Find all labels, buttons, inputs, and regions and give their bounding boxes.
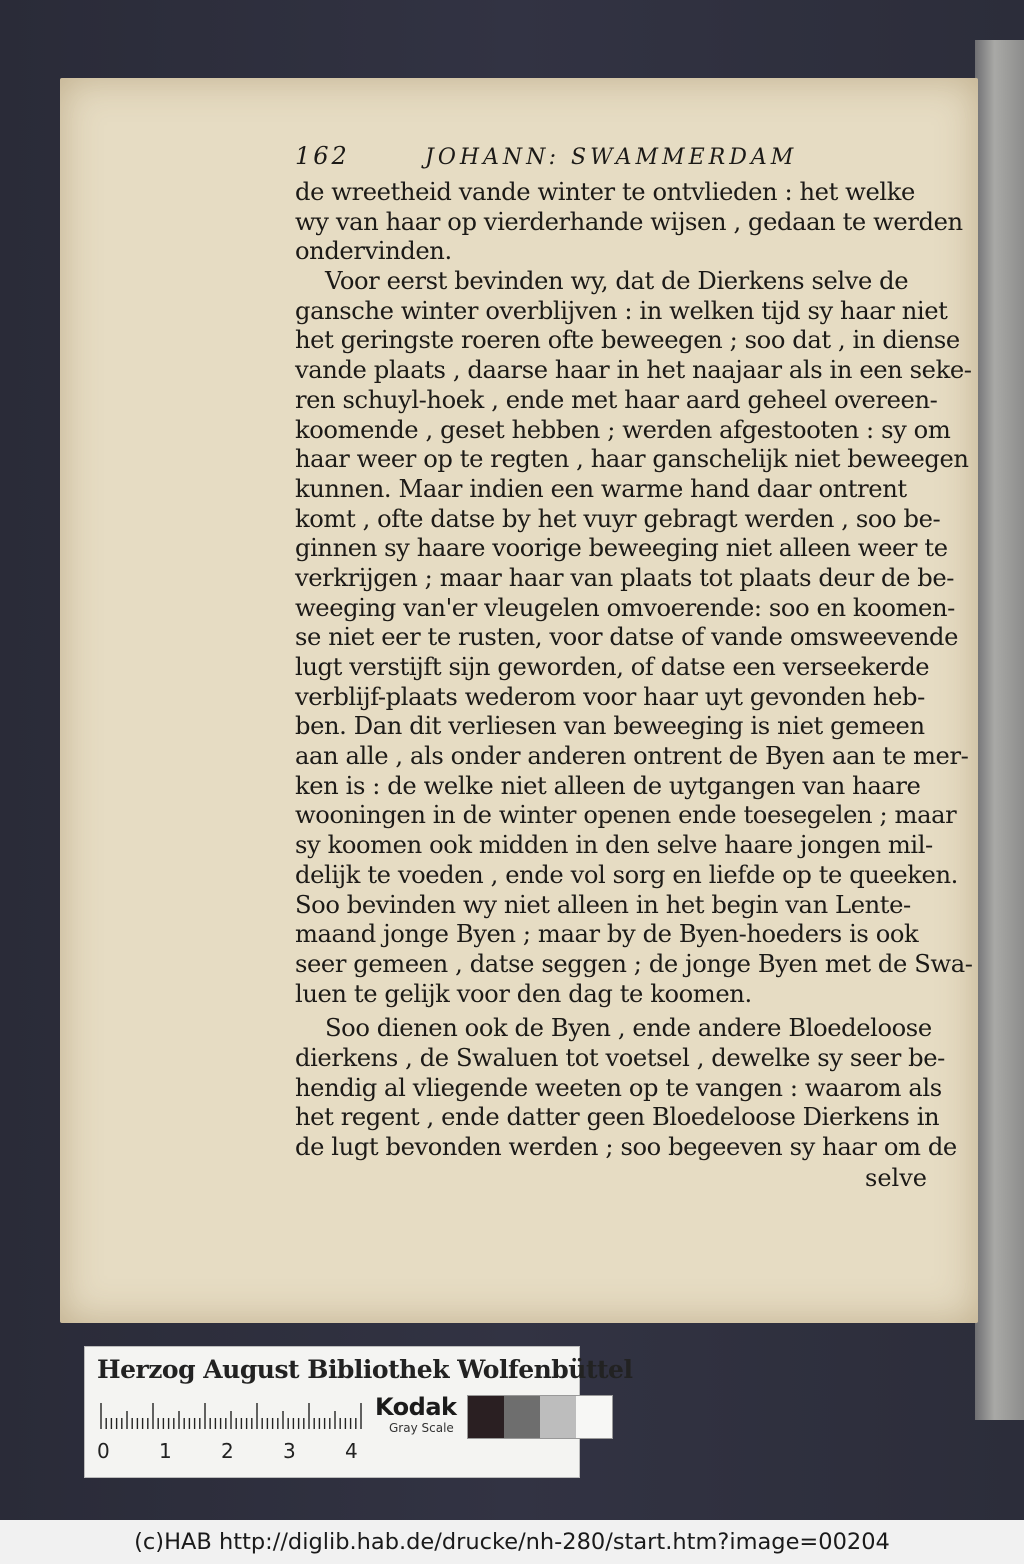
text-line: ondervinden. — [295, 237, 452, 266]
text-line: Soo bevinden wy niet alleen in het begin van Lente- — [295, 890, 911, 919]
text-line: Soo dienen ook de Byen , ende andere Bloedeloose — [325, 1014, 932, 1043]
library-name: Herzog August Bibliothek Wolfenbüttel — [97, 1355, 633, 1384]
text-line: de wreetheid vande winter te ontvlieden : het welke — [295, 178, 915, 206]
text-line: aan alle , als onder anderen ontrent de Byen aan te mer- — [295, 742, 969, 771]
gray-scale-patches — [467, 1395, 613, 1439]
text-line: hendig al vliegende weeten op te vangen : waarom als — [295, 1073, 942, 1102]
ruler-labels — [93, 1439, 363, 1469]
text-line: delijk te voeden , ende vol sorg en liefde op te queeken. — [295, 860, 958, 889]
kodak-logo: Kodak — [375, 1393, 457, 1421]
ruler-label-4: 4 — [345, 1439, 358, 1463]
text-line: komt , ofte datse by het vuyr gebragt werden , soo be- — [295, 504, 941, 533]
text-line: vande plaats , daarse haar in het naajaar als in een seke- — [295, 356, 972, 385]
text-line: luen te gelijk voor den dag te koomen. — [295, 979, 752, 1008]
source-url-text: (c)HAB http://diglib.hab.de/drucke/nh-280/start.htm?image=00204 — [134, 1529, 890, 1555]
catchword: selve — [865, 1163, 927, 1192]
gray-patch — [576, 1396, 612, 1438]
text-line: se niet eer te rusten, voor datse of vande omsweevende — [295, 623, 959, 652]
running-head — [295, 142, 935, 178]
color-reference-card — [84, 1346, 633, 1478]
footer-bar — [0, 1520, 1024, 1564]
text-line: Voor eerst bevinden wy, dat de Dierkens selve de — [325, 267, 909, 296]
text-line: ben. Dan dit verliesen van beweeging is niet gemeen — [295, 712, 925, 741]
running-head-title: JOHANN: SWAMMERDAM — [425, 145, 798, 170]
text-line: haar weer op te regten , haar ganschelijk niet beweegen — [295, 445, 969, 474]
text-line: koomende , geset hebben ; werden afgestooten : sy om — [295, 415, 951, 444]
gray-patch — [504, 1396, 540, 1438]
text-line: seer gemeen , datse seggen ; de jonge Byen met de Swa- — [295, 949, 973, 978]
gray-scale-label: Gray Scale — [389, 1421, 454, 1435]
ruler-scale — [99, 1401, 365, 1429]
text-line: verblijf-plaats wederom voor haar uyt gevonden heb- — [295, 682, 925, 711]
page-number: 162 — [295, 142, 350, 170]
text-line: wy van haar op vierderhande wijsen , gedaan te werden — [295, 207, 963, 236]
adjacent-page-edge — [975, 40, 1024, 1420]
text-line: ginnen sy haare voorige beweeging niet alleen weer te — [295, 534, 948, 563]
text-line: de lugt bevonden werden ; soo begeeven sy haar om de — [295, 1133, 957, 1161]
ruler-label-3: 3 — [283, 1439, 296, 1463]
text-line: het geringste roeren ofte beweegen ; soo dat , in diense — [295, 326, 960, 355]
text-line: lugt verstijft sijn geworden, of datse een verseekerde — [295, 653, 930, 681]
gray-patch — [540, 1396, 576, 1438]
text-line: wooningen in de winter openen ende toesegelen ; maar — [295, 801, 957, 830]
ruler-label-2: 2 — [221, 1439, 234, 1463]
text-line: dierkens , de Swaluen tot voetsel , dewelke sy seer be- — [295, 1043, 945, 1072]
text-line: ken is : de welke niet alleen de uytgangen van haare — [295, 771, 921, 800]
body-text — [295, 178, 973, 1163]
gray-patch — [468, 1396, 504, 1438]
text-line: verkrijgen ; maar haar van plaats tot plaats deur de be- — [295, 563, 955, 592]
text-line: maand jonge Byen ; maar by de Byen-hoeders is ook — [295, 920, 919, 949]
book-page — [60, 78, 978, 1323]
text-line: weeging van'er vleugelen omvoerende: soo en koomen- — [295, 593, 955, 622]
text-line: sy koomen ook midden in den selve haare jongen mil- — [295, 831, 933, 860]
ruler-label-1: 1 — [159, 1439, 172, 1463]
text-line: kunnen. Maar indien een warme hand daar ontrent — [295, 474, 907, 503]
page-text-block — [295, 142, 973, 1193]
ruler-label-0: 0 — [97, 1439, 110, 1463]
text-line: ren schuyl-hoek , ende met haar aard geheel overeen- — [295, 385, 938, 414]
text-line: het regent , ende datter geen Bloedeloose Dierkens in — [295, 1103, 940, 1132]
text-line: gansche winter overblijven : in welken tijd sy haar niet — [295, 296, 948, 325]
